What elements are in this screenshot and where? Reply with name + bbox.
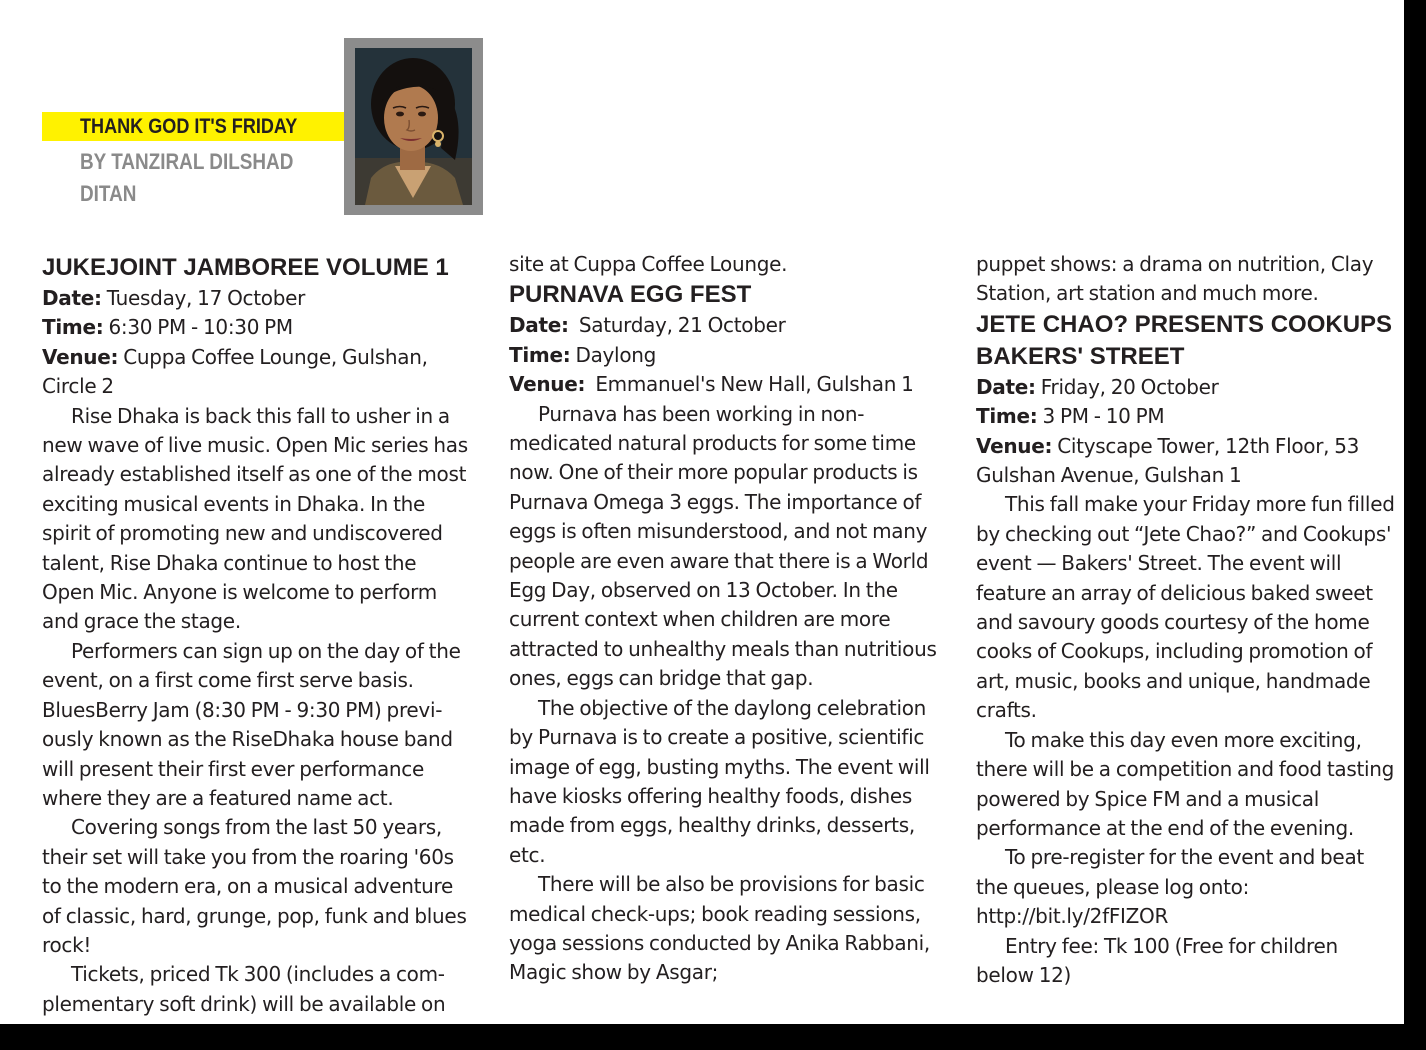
venue-label: Venue: [509, 372, 586, 397]
venue-value: Emmanuel's New Hall, Gulshan 1 [585, 372, 914, 397]
author-portrait-image [355, 48, 472, 205]
body-paragraph-continued: site at Cuppa Coffee Lounge. [509, 252, 788, 276]
event-venue [509, 370, 941, 399]
body-paragraph: This fall make your Friday more fun filled by checking out “Jete Chao?” and Cookups' event — Bakers' Street. The event will feature an array of delicious baked sweet and savoury goods courtesy of the home cooks of Cookups, including promotion of art, music, books and unique, handmade crafts. [976, 492, 1395, 723]
body-paragraph: Tickets, priced Tk 300 (includes a complementary soft drink) will be available on [42, 962, 446, 1016]
column-3 [976, 250, 1400, 990]
body-paragraph-continued: puppet shows: a drama on nutrition, Clay Station, art station and much more. [976, 252, 1374, 306]
event-title-jukejoint: JUKEJOINT JAMBOREE VOLUME 1 [42, 254, 449, 281]
event-time [976, 402, 1400, 431]
venue-value: Cityscape Tower, 12th Floor, 53 Gulshan Avenue, Gulshan 1 [976, 433, 1360, 488]
body-paragraph: Performers can sign up on the day of the event, on a first come first serve basis. BluesBerry Jam (8:30 PM - 9:30 PM) previously known as the RiseDhaka house band will present their first ever performance where they are a featured name act. [42, 638, 461, 810]
event-venue [42, 343, 472, 402]
body-paragraph: The objective of the daylong celebration by Purnava is to create a positive, scientific image of egg, busting myths. The event will have kiosks offering healthy foods, dishes made from eggs, healthy drinks, desserts, etc. [509, 695, 930, 867]
time-value: 3 PM - 10 PM [1037, 404, 1165, 429]
body-paragraph: Purnava has been working in non-medicated natural products for some time now. One of their more popular products is Purnava Omega 3 eggs. The importance of eggs is often misunderstood, and not many people are even aware that there is a World Egg Day, observed on 13 October. In the current context when children are more attracted to unhealthy meals than nutritious ones, eggs can bridge that gap. [509, 401, 937, 691]
body-paragraph: Entry fee: Tk 100 (Free for children below 12) [976, 933, 1338, 987]
byline: BY TANZIRAL DILSHAD DITAN [80, 149, 294, 206]
venue-label: Venue: [42, 344, 119, 369]
column-2 [509, 250, 941, 988]
time-value: 6:30 PM - 10:30 PM [103, 315, 293, 340]
body-paragraph: Rise Dhaka is back this fall to usher in a new wave of live music. Open Mic series has already established itself as one of the most exciting musical events in Dhaka. In the spirit of promoting new and undiscovered talent, Rise Dhaka continue to host the Open Mic. Anyone is welcome to perform and grace the stage. [42, 403, 468, 634]
date-value: Saturday, 21 October [568, 313, 786, 338]
date-value: Friday, 20 October [1035, 374, 1219, 399]
date-label: Date: [42, 286, 102, 310]
venue-value: Cuppa Coffee Lounge, Gulshan, Circle 2 [42, 344, 428, 399]
event-title-purnava: PURNAVA EGG FEST [509, 281, 752, 309]
date-label: Date: [509, 313, 569, 338]
bottom-edge-strip [0, 1024, 1426, 1050]
right-edge-strip [1404, 0, 1426, 1050]
body-paragraph: To pre-register for the event and beat the queues, please log onto: http://bit.ly/2fFIZOR [976, 845, 1364, 929]
column-1 [42, 252, 472, 1019]
column-name: THANK GOD IT'S FRIDAY [80, 115, 298, 138]
time-label: Time: [976, 404, 1038, 429]
date-label: Date: [976, 374, 1036, 399]
venue-label: Venue: [976, 433, 1053, 458]
event-venue [976, 432, 1400, 491]
body-paragraph: To make this day even more exciting, there will be a competition and food tasting powered by Spice FM and a musical performance at the end of the evening. [976, 727, 1395, 840]
event-time [42, 313, 472, 342]
time-value: Daylong [570, 342, 657, 367]
event-date [509, 311, 941, 340]
event-title-jete-chao: JETE CHAO? PRESENTS COOKUPS BAKERS' STREET [976, 310, 1393, 370]
event-date [976, 373, 1400, 402]
time-label: Time: [42, 315, 104, 340]
date-value: Tuesday, 17 October [101, 286, 306, 310]
event-date [42, 284, 472, 313]
time-label: Time: [509, 342, 571, 367]
author-photo [344, 38, 483, 215]
event-time [509, 341, 941, 370]
body-paragraph: There will be also be provisions for basic medical check-ups; book reading sessions, yoga sessions conducted by Anika Rabbani, Magic show by Asgar; [509, 872, 930, 985]
body-paragraph: Covering songs from the last 50 years, their set will take you from the roaring '60s to the modern era, on a musical adventure of classic, hard, grunge, pop, funk and blues rock! [42, 815, 467, 957]
